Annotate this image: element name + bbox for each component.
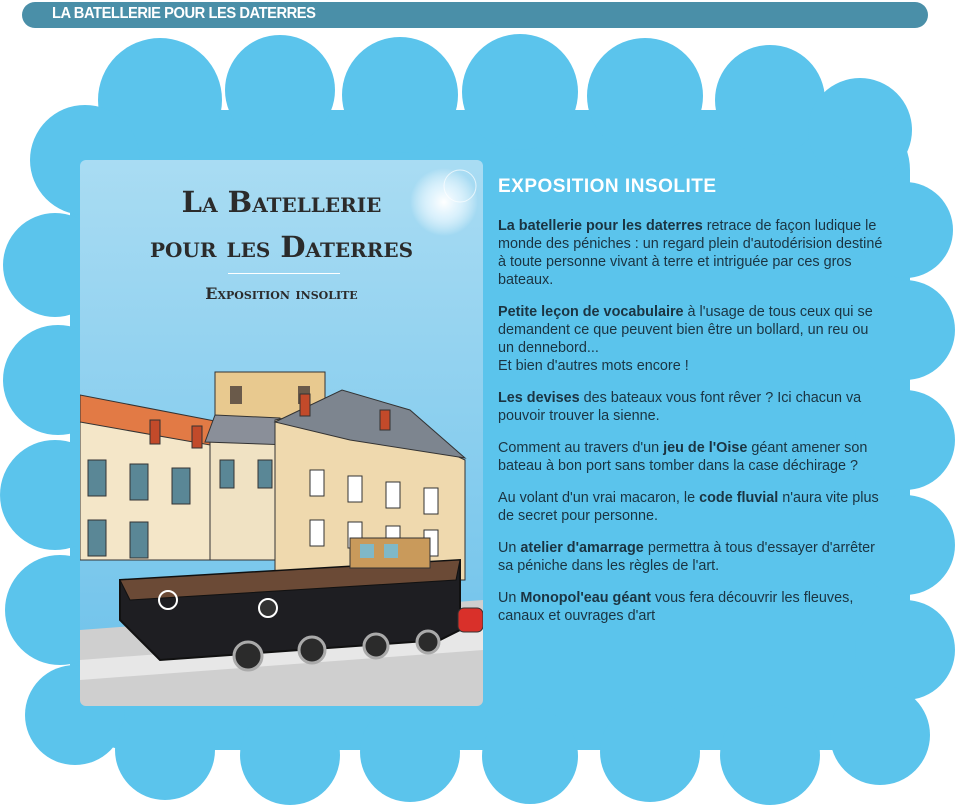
paragraph-text: Un [498,590,521,606]
paragraph-text: Un [498,540,521,556]
paragraph-amarrage [498,539,888,575]
bold-phrase: jeu de l'Oise [663,440,748,456]
exhibition-poster [80,160,483,706]
paragraph-text: Comment au travers d'un [498,440,664,456]
bold-phrase: code fluvial [699,490,779,506]
paragraph-text: retrace de façon ludique le monde des péniches : un regard plein d'autodérision destiné à toute personne vivant à terre et intriguée par ces gros bateaux. [498,218,883,288]
bold-phrase: atelier d'amarrage [520,540,644,556]
bold-phrase: La batellerie pour les daterres [498,218,703,234]
paragraph-devises [498,389,888,425]
header-title: LA BATELLERIE POUR LES DATERRES [52,5,316,22]
paragraph-monopoleau [498,589,888,625]
paragraph-text: Et bien d'autres mots encore ! [498,358,689,374]
poster-title-line2: pour les Daterres [149,230,414,264]
poster-divider [228,273,340,274]
bold-phrase: Les devises [498,390,580,406]
paragraph-code-fluvial [498,489,888,525]
poster-subtitle: Exposition insolite [205,284,358,303]
paragraph-text: des bateaux vous font rêver ? Ici chacun va pouvoir trouver la sienne. [498,390,862,424]
paragraph-text: à l'usage de tous ceux qui se demandent ce que peuvent bien être un bollard, un reu ou un dennebord... [498,304,873,356]
paragraph-text: permettra à tous d'essayer d'arrêter sa péniche dans les règles de l'art. [498,540,875,574]
poster-title-line1: La Batellerie [181,185,382,219]
paragraph-intro [498,217,888,289]
bold-phrase: Petite leçon de vocabulaire [498,304,684,320]
paragraph-vocabulary [498,303,888,375]
paragraph-text: n'aura vite plus de secret pour personne. [498,490,879,524]
paragraph-jeu-oise [498,439,888,475]
paragraph-text: géant amener son bateau à bon port sans tomber dans la case déchirage ? [498,440,868,474]
paragraph-text: Au volant d'un vrai macaron, le [498,490,700,506]
bold-phrase: Monopol'eau géant [520,590,651,606]
paragraph-text: vous fera découvrir les fleuves, canaux et ouvrages d'art [498,590,854,624]
description-column [498,176,888,639]
section-heading: EXPOSITION INSOLITE [498,176,717,197]
